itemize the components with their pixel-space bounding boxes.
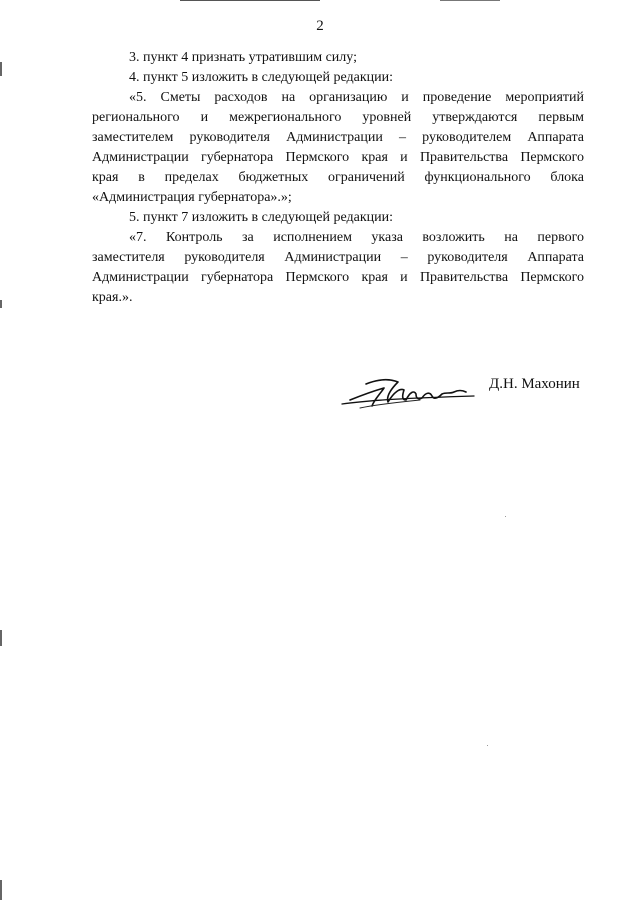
quote-line: края.».	[92, 290, 133, 305]
signatory-name: Д.Н. Махонин	[489, 376, 580, 392]
scan-speck	[505, 516, 506, 517]
scan-margin-mark	[0, 630, 2, 646]
quote-line: «Администрация губернатора».»;	[92, 190, 292, 205]
item-5-quote	[92, 228, 584, 308]
scan-speck	[487, 745, 488, 746]
scan-edge-line	[440, 0, 500, 1]
item-4: 4. пункт 5 изложить в следующей редакции:	[129, 70, 393, 85]
quote-line: регионального и межрегионального уровней утверждаются первым	[92, 110, 584, 125]
item-4-quote	[92, 88, 584, 208]
document-body	[92, 48, 584, 308]
quote-line: края в пределах бюджетных ограничений функционального блока	[92, 170, 584, 185]
scan-margin-mark	[0, 300, 2, 308]
scan-edge-line	[180, 0, 320, 1]
handwritten-signature	[340, 370, 480, 414]
quote-line: заместителем руководителя Администрации – руководителем Аппарата	[92, 130, 584, 145]
scan-margin-mark	[0, 62, 2, 76]
quote-line: «7. Контроль за исполнением указа возложить на первого	[129, 230, 584, 245]
quote-line: Администрации губернатора Пермского края и Правительства Пермского	[92, 270, 584, 285]
scan-margin-mark	[0, 880, 2, 900]
item-5: 5. пункт 7 изложить в следующей редакции:	[129, 210, 393, 225]
page-number: 2	[316, 18, 324, 34]
quote-line: Администрации губернатора Пермского края и Правительства Пермского	[92, 150, 584, 165]
item-3: 3. пункт 4 признать утратившим силу;	[129, 50, 357, 65]
quote-line: заместителя руководителя Администрации – руководителя Аппарата	[92, 250, 584, 265]
quote-line: «5. Сметы расходов на организацию и проведение мероприятий	[129, 90, 584, 105]
